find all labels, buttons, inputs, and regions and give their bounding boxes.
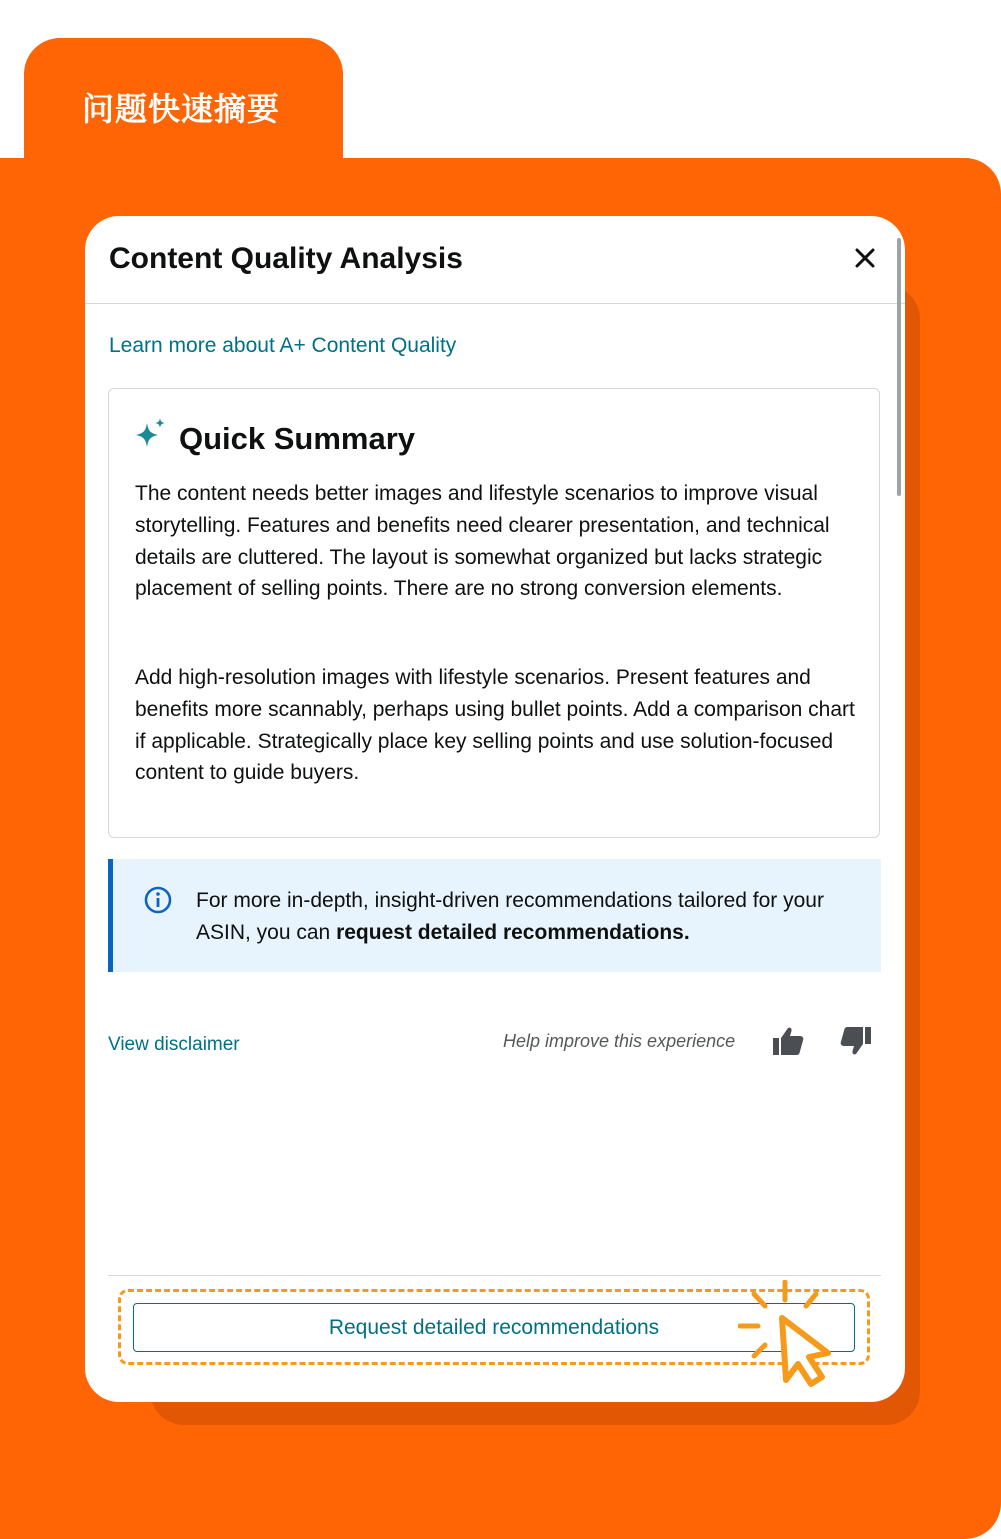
thumbs-down-icon[interactable]	[839, 1024, 873, 1058]
summary-paragraph-2: Add high-resolution images with lifestyle scenarios. Present features and benefits more scannably, perhaps using bullet points. Add a comparison chart if applicable. Strategically place key selling points and use solution-focused content to guide buyers.	[135, 666, 855, 785]
modal-title: Content Quality Analysis	[109, 242, 463, 275]
thumbs-up-icon[interactable]	[771, 1024, 805, 1058]
summary-title: Quick Summary	[179, 421, 416, 456]
quick-summary-panel	[108, 388, 880, 838]
info-icon	[143, 885, 173, 915]
summary-paragraph-1: The content needs better images and lifestyle scenarios to improve visual storytelling. Features and benefits need clearer presentation, and technical details are cluttered. The layout is somewhat organized but lacks strategic placement of selling points. There are no strong conversion elements.	[135, 482, 830, 601]
scrollbar[interactable]	[897, 238, 901, 496]
info-text	[196, 885, 856, 948]
feedback-prompt: Help improve this experience	[503, 1031, 736, 1051]
sparkle-icon	[133, 417, 169, 453]
footer-divider	[108, 1275, 881, 1276]
request-detailed-recommendations-button[interactable]: Request detailed recommendations	[133, 1303, 855, 1352]
close-icon[interactable]	[847, 240, 883, 276]
info-text-prefix: For more in-depth, insight-driven recommendations tailored for your ASIN, you can	[196, 889, 824, 944]
modal-header	[85, 216, 905, 304]
learn-more-link[interactable]: Learn more about A+ Content Quality	[109, 334, 457, 357]
pointer-cursor-icon	[738, 1280, 848, 1390]
info-text-bold: request detailed recommendations.	[336, 920, 690, 944]
tab-title: 问题快速摘要	[82, 90, 281, 128]
content-quality-modal	[85, 216, 905, 1402]
view-disclaimer-link[interactable]: View disclaimer	[108, 1034, 240, 1055]
info-alert	[108, 859, 881, 972]
